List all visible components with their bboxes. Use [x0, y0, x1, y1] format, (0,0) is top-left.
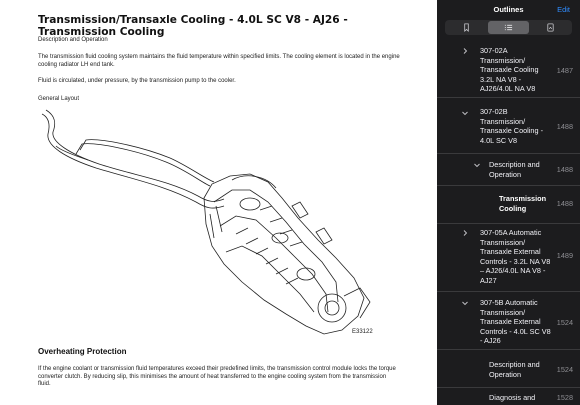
transmission-cooling-diagram [36, 106, 386, 338]
chevron-down-icon[interactable] [461, 299, 469, 307]
chevron-down-icon[interactable] [461, 109, 469, 117]
outline-item-page: 1489 [556, 251, 573, 260]
outline-item[interactable] [437, 224, 580, 292]
outline-item-page: 1488 [556, 122, 573, 131]
outline-item-page: 1487 [556, 66, 573, 75]
list-icon [504, 23, 513, 32]
outline-item-label: Description and Operation [489, 160, 540, 179]
outline-item-label: 307-05A Automatic Transmission/ Transaxle External Controls - 3.2L NA V8 – AJ26/4.0L NA V8 - AJ27 [480, 228, 551, 285]
outline-item-page: 1524 [556, 318, 573, 327]
outline-item[interactable] [437, 350, 580, 388]
outline-item[interactable] [437, 98, 580, 154]
outline-item-page: 1528 [556, 393, 573, 402]
figure-id: E33122 [352, 329, 373, 335]
paragraph-overheating: If the engine coolant or transmission fluid temperatures exceed their predefined limits, the transmission control module locks the torque converter clutch. By reducing slip, this minimises the amount of heat transferred to the engine cooling system from the transmission fluid. [38, 366, 396, 388]
thumbnail-icon [546, 23, 555, 32]
outline-item[interactable] [437, 388, 580, 405]
cooler-pipe-return [46, 110, 224, 201]
panel-title: Outlines [493, 5, 524, 14]
paragraph-cooling-system: The transmission fluid cooling system maintains the fluid temperature within specified limits. The cooling element is located in the engine cooling radiator LH end tank. [38, 54, 400, 68]
outline-item-page: 1524 [556, 365, 573, 374]
outline-item-page: 1488 [556, 199, 573, 208]
chevron-right-icon[interactable] [461, 229, 469, 237]
transmission-housing [204, 174, 364, 334]
outline-item[interactable] [437, 292, 580, 350]
bookmark-icon [462, 23, 471, 32]
page-subtitle: Description and Operation [38, 37, 108, 43]
outline-item-label: Transmission Cooling [499, 194, 547, 213]
paragraph-fluid-circulation: Fluid is circulated, under pressure, by the transmission pump to the cooler. [38, 78, 236, 84]
outline-panel [437, 0, 580, 405]
section-heading-overheating: Overheating Protection [38, 347, 127, 356]
outline-item-label: 307-02B Transmission/ Transaxle Cooling - 4.0L SC V8 [480, 107, 543, 145]
outline-item[interactable] [437, 154, 580, 186]
outline-item-label: 307-02A Transmission/ Transaxle Cooling 3.2L NA V8 - AJ26/4.0L NA V8 [480, 46, 539, 93]
outline-item-label: 307-5B Automatic Transmission/ Transaxle External Controls - 4.0L SC V8 - AJ26 [480, 298, 551, 345]
outline-item-label: Diagnosis and [489, 393, 536, 402]
cooler-pipe-feed [42, 114, 224, 208]
view-segmented-control [445, 20, 572, 35]
edit-button[interactable]: Edit [557, 5, 570, 14]
outline-item[interactable] [437, 40, 580, 98]
tab-bookmarks[interactable] [446, 21, 488, 34]
chevron-right-icon[interactable] [461, 47, 469, 55]
figure-heading: General Layout [38, 96, 80, 102]
outline-item-label: Description and Operation [489, 360, 540, 379]
tab-thumbnails[interactable] [529, 21, 571, 34]
outline-item-selected[interactable] [437, 186, 580, 224]
page-title: Transmission/Transaxle Cooling - 4.0L SC V8 - AJ26 - Transmission Cooling [38, 14, 348, 38]
outline-item-page: 1488 [556, 165, 573, 174]
tab-outlines[interactable] [488, 21, 530, 34]
chevron-down-icon[interactable] [473, 161, 481, 169]
